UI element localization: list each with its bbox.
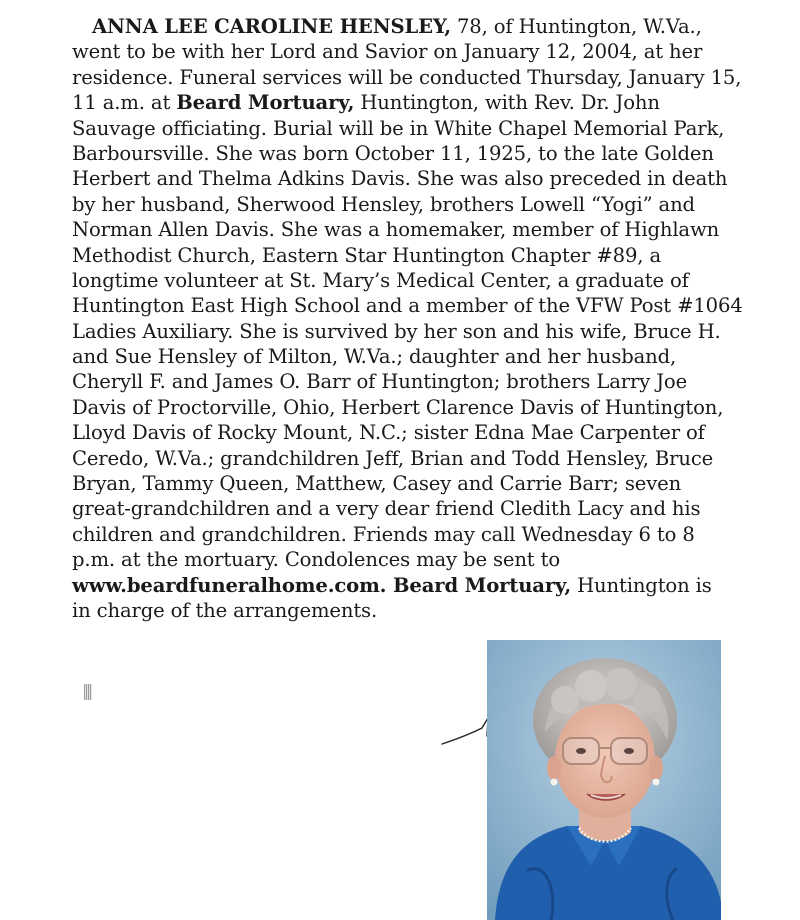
text-run: Barboursville. She was born October 11, 1925, to the late Golden: [72, 141, 714, 165]
text-run: went to be with her Lord and Savior on January 12, 2004, at her: [72, 40, 703, 64]
obituary-line: [72, 395, 732, 420]
text-run: longtime volunteer at St. Mary’s Medical Center, a graduate of: [72, 268, 689, 292]
obituary-line: [72, 14, 732, 39]
text-run: p.m. at the mortuary. Condolences may be sent to: [72, 548, 560, 572]
obituary-line: [72, 243, 732, 268]
obituary-text: [72, 14, 743, 623]
text-run: Ceredo, W.Va.; grandchildren Jeff, Brian and Todd Hensley, Bruce: [72, 446, 714, 470]
text-run: Huntington is: [571, 573, 712, 597]
text-run: Davis of Proctorville, Ohio, Herbert Clarence Davis of Huntington,: [72, 395, 724, 419]
obituary-line: [72, 420, 732, 445]
text-run: children and grandchildren. Friends may call Wednesday 6 to 8: [72, 522, 695, 546]
text-run: residence. Funeral services will be conducted Thursday, January 15,: [72, 65, 742, 89]
text-run: Sauvage officiating. Burial will be in White Chapel Memorial Park,: [72, 116, 725, 140]
portrait-photo: [487, 640, 721, 920]
obituary-line: [72, 573, 732, 598]
obituary-line: [72, 268, 732, 293]
text-run: great-grandchildren and a very dear friend Cledith Lacy and his: [72, 497, 701, 521]
pen-stroke-icon: [440, 716, 492, 750]
obituary-line: [72, 319, 732, 344]
obituary-line: [72, 369, 732, 394]
text-run: Herbert and Thelma Adkins Davis. She was also preceded in death: [72, 167, 728, 191]
text-run: 11 a.m. at: [72, 91, 177, 115]
obituary-line: [72, 192, 732, 217]
bold-text-run: www.beardfuneralhome.com. Beard Mortuary,: [72, 573, 572, 597]
obituary-line: [72, 344, 732, 369]
obituary-line: [72, 547, 732, 572]
obituary-line: [72, 598, 732, 623]
obituary-line: [72, 522, 732, 547]
obituary-line: [72, 471, 732, 496]
text-run: Norman Allen Davis. She was a homemaker, member of Highlawn: [72, 218, 720, 242]
scan-mark-icon: [84, 684, 92, 700]
bold-text-run: ANNA LEE CAROLINE HENSLEY,: [92, 15, 451, 38]
obituary-line: [72, 39, 732, 64]
text-run: Huntington East High School and a member of the VFW Post #1064: [72, 294, 743, 318]
text-run: Huntington, with Rev. Dr. John: [354, 91, 660, 115]
obituary-line: [72, 446, 732, 471]
obituary-line: [72, 116, 732, 141]
text-run: Cheryll F. and James O. Barr of Huntington; brothers Larry Joe: [72, 370, 688, 394]
obituary-line: [72, 496, 732, 521]
obituary-line: [72, 65, 742, 90]
obituary-line: [72, 141, 732, 166]
text-run: and Sue Hensley of Milton, W.Va.; daughter and her husband,: [72, 345, 677, 369]
obituary-line: [72, 293, 743, 318]
text-run: Lloyd Davis of Rocky Mount, N.C.; sister Edna Mae Carpenter of: [72, 421, 705, 445]
obituary-line: [72, 90, 732, 115]
text-run: Methodist Church, Eastern Star Huntington Chapter #89, a: [72, 243, 661, 267]
bold-text-run: Beard Mortuary,: [176, 91, 355, 115]
text-run: by her husband, Sherwood Hensley, brothers Lowell “Yogi” and: [72, 192, 695, 216]
obituary-line: [72, 217, 732, 242]
text-run: Bryan, Tammy Queen, Matthew, Casey and Carrie Barr; seven: [72, 472, 682, 496]
obituary-line: [72, 166, 732, 191]
text-run: Ladies Auxiliary. She is survived by her son and his wife, Bruce H.: [72, 319, 721, 343]
text-run: in charge of the arrangements.: [72, 598, 378, 622]
text-run: 78, of Huntington, W.Va.,: [450, 15, 702, 38]
portrait-illustration: [487, 640, 721, 920]
